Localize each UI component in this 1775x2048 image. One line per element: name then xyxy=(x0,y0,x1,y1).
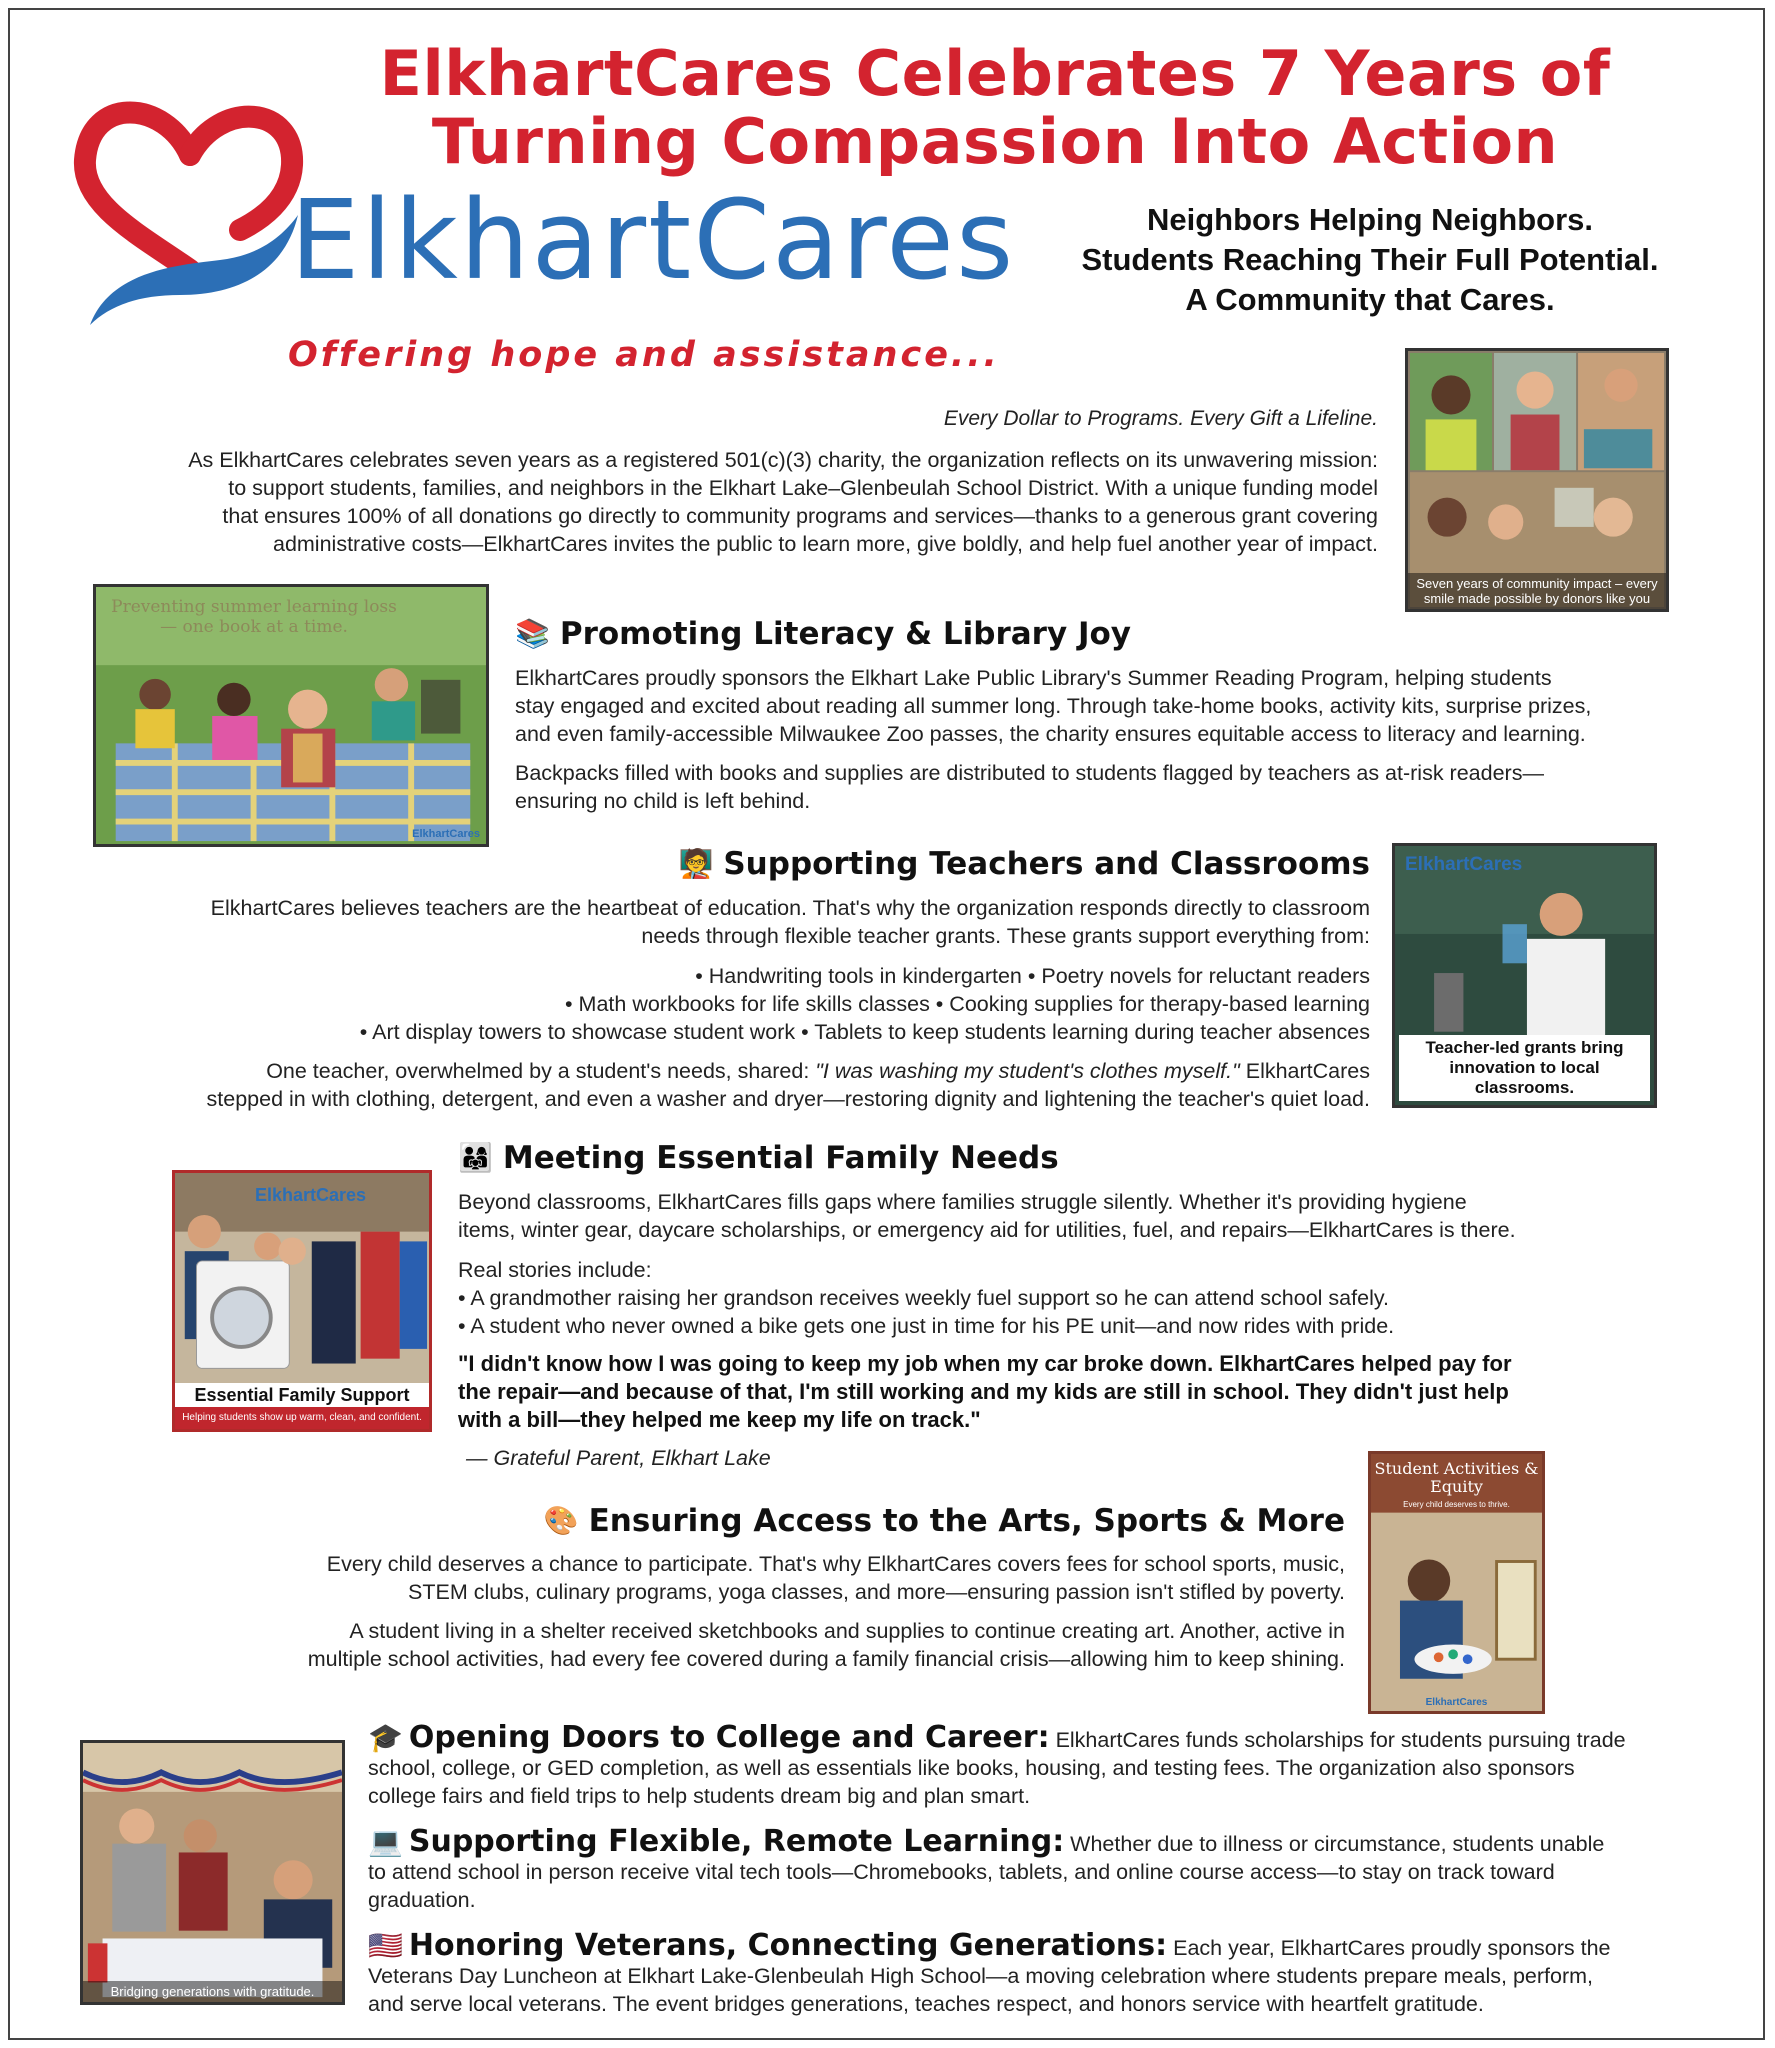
tagline-3: A Community that Cares. xyxy=(1185,282,1555,317)
teachers-title: Supporting Teachers and Classrooms xyxy=(723,846,1370,882)
college-text-first: ElkhartCares funds scholarships for students pursuing trade xyxy=(1049,1728,1626,1752)
literacy-photo-caption: Preventing summer learning loss— one book at a time. xyxy=(111,597,397,637)
college-line-1 xyxy=(368,1722,1698,1754)
logo-wordmark: ElkhartCares xyxy=(290,176,1016,304)
literacy-paragraph-1 xyxy=(515,664,1695,748)
family-quote-line: "I didn't know how I was going to keep my job when my car broke down. ElkhartCares helped pay for xyxy=(458,1351,1512,1376)
veterans-text-first: Each year, ElkhartCares proudly sponsors the xyxy=(1167,1936,1611,1960)
arts-heading xyxy=(543,1503,1345,1539)
teachers-paragraph-1 xyxy=(60,894,1370,950)
arts-photo-subtitle: Every child deserves to thrive. xyxy=(1403,1500,1510,1509)
intro-line: As ElkhartCares celebrates seven years as a registered 501(c)(3) charity, the organization reflects on its unwavering mission: xyxy=(188,448,1378,472)
family-line: Beyond classrooms, ElkhartCares fills gaps where families struggle silently. Whether it's providing hygiene xyxy=(458,1190,1467,1214)
teachers-line: ElkhartCares believes teachers are the heartbeat of education. That's why the organization responds directly to classroom xyxy=(210,896,1370,920)
books-icon: 📚 xyxy=(515,617,550,650)
teachers-line: needs through flexible teacher grants. These grants support everything from: xyxy=(641,924,1370,948)
remote-title: Supporting Flexible, Remote Learning: xyxy=(408,1824,1065,1859)
arts-title: Ensuring Access to the Arts, Sports & More xyxy=(588,1503,1345,1539)
family-story: • A student who never owned a bike gets one just in time for his PE unit—and now rides with pride. xyxy=(458,1314,1395,1338)
teachers-story-quote: "I was washing my student's clothes myself." xyxy=(815,1059,1240,1083)
teachers-bullets xyxy=(60,962,1370,1046)
family-photo-caption: Essential Family Support xyxy=(175,1383,429,1407)
literacy-photo-logo: ElkhartCares xyxy=(412,828,480,840)
veterans-line-1 xyxy=(368,1930,1698,1962)
veterans-title: Honoring Veterans, Connecting Generations: xyxy=(408,1928,1168,1963)
literacy-heading xyxy=(515,616,1131,652)
intro-paragraph xyxy=(60,446,1378,558)
family-photo xyxy=(172,1170,432,1432)
tagline-2: Students Reaching Their Full Potential. xyxy=(1081,242,1659,277)
family-icon: 👨‍👩‍👧 xyxy=(458,1141,493,1174)
college-title: Opening Doors to College and Career: xyxy=(408,1720,1050,1755)
arts-line: STEM clubs, culinary programs, yoga classes, and more—ensuring passion isn't stifled by poverty. xyxy=(408,1580,1345,1604)
teachers-photo-logo: ElkhartCares xyxy=(1405,854,1523,875)
veterans-line: Veterans Day Luncheon at Elkhart Lake-Glenbeulah High School—a moving celebration where students prepare meals, perform, xyxy=(368,1964,1593,1988)
teachers-story-pre: One teacher, overwhelmed by a student's needs, shared: xyxy=(266,1059,816,1083)
veterans-photo xyxy=(80,1740,345,2005)
teachers-story-post: ElkhartCares xyxy=(1239,1059,1370,1083)
literacy-paragraph-2 xyxy=(515,759,1695,815)
logo-tagline: Offering hope and assistance... xyxy=(288,335,1000,375)
graduation-cap-icon: 🎓 xyxy=(368,1722,403,1753)
intro-photo-collage xyxy=(1405,348,1669,612)
teachers-bullet: • Art display towers to showcase student work • Tablets to keep students learning during teacher absences xyxy=(359,1020,1370,1044)
college-section xyxy=(368,1722,1698,1810)
palette-icon: 🎨 xyxy=(543,1504,579,1537)
teachers-photo xyxy=(1392,843,1657,1108)
family-attribution: — Grateful Parent, Elkhart Lake xyxy=(466,1446,771,1470)
arts-photo-logo: ElkhartCares xyxy=(1425,1697,1488,1708)
teachers-story xyxy=(60,1057,1370,1113)
family-line: items, winter gear, daycare scholarships, or emergency aid for utilities, fuel, and repairs—ElkhartCares is there. xyxy=(458,1218,1516,1242)
literacy-line: ElkhartCares proudly sponsors the Elkhart Lake Public Library's Summer Reading Program, helping students xyxy=(515,666,1552,690)
teachers-photo-caption: Teacher-led grants bring innovation to local classrooms. xyxy=(1399,1035,1650,1101)
intro-line: that ensures 100% of all donations go directly to community programs and services—thanks to a generous grant covering xyxy=(222,504,1378,528)
tagline-1: Neighbors Helping Neighbors. xyxy=(1146,202,1594,237)
intro-line: administrative costs—ElkhartCares invites the public to learn more, give boldly, and help fuel another year of impact. xyxy=(272,532,1378,556)
literacy-line: stay engaged and excited about reading all summer long. Through take-home books, activity kits, surprise prizes, xyxy=(515,694,1592,718)
family-title: Meeting Essential Family Needs xyxy=(502,1140,1059,1176)
veterans-section xyxy=(368,1930,1698,2018)
teachers-heading xyxy=(678,846,1370,882)
teachers-bullet: • Math workbooks for life skills classes • Cooking supplies for therapy-based learning xyxy=(565,992,1370,1016)
arts-photo xyxy=(1368,1451,1545,1714)
remote-text-first: Whether due to illness or circumstance, students unable xyxy=(1064,1832,1605,1856)
intro-line: to support students, families, and neighbors in the Elkhart Lake–Glenbeulah School District. With a unique funding model xyxy=(228,476,1378,500)
arts-paragraph-1 xyxy=(60,1550,1345,1606)
family-stories-label: Real stories include: xyxy=(458,1258,652,1282)
college-line: college fairs and field trips to help students dream big and plan smart. xyxy=(368,1784,1031,1808)
family-story: • A grandmother raising her grandson receives weekly fuel support so he can attend school safely. xyxy=(458,1286,1389,1310)
family-photo-logo: ElkhartCares xyxy=(255,1185,367,1205)
headline xyxy=(330,37,1660,178)
headline-line-1: ElkhartCares Celebrates 7 Years of xyxy=(379,37,1611,110)
arts-line: multiple school activities, had every fee covered during a family financial crisis—allowing him to keep shining. xyxy=(307,1647,1345,1671)
laptop-icon: 💻 xyxy=(368,1826,403,1857)
literacy-line: ensuring no child is left behind. xyxy=(515,789,811,813)
intro-subtitle: Every Dollar to Programs. Every Gift a Lifeline. xyxy=(943,407,1378,430)
teachers-bullet: • Handwriting tools in kindergarten • Poetry novels for reluctant readers xyxy=(695,964,1370,988)
family-heading xyxy=(458,1140,1059,1176)
teachers-story-line-1 xyxy=(60,1057,1370,1085)
family-paragraph-1 xyxy=(458,1188,1698,1244)
family-stories xyxy=(458,1256,1698,1340)
remote-line: to attend school in person receive vital tech tools—Chromebooks, tablets, and online course access—to stay on track toward xyxy=(368,1860,1555,1884)
family-quote xyxy=(458,1350,1698,1434)
tagline-block xyxy=(1020,200,1720,320)
veterans-photo-caption: Bridging generations with gratitude. xyxy=(83,1981,342,2002)
intro-photo-caption: Seven years of community impact – every smile made possible by donors like you xyxy=(1408,573,1666,609)
arts-line: Every child deserves a chance to participate. That's why ElkhartCares covers fees for school sports, music, xyxy=(326,1552,1345,1576)
heart-hand-logo-icon xyxy=(70,80,310,330)
us-flag-icon: 🇺🇸 xyxy=(368,1930,403,1961)
remote-line: graduation. xyxy=(368,1888,476,1912)
teachers-story-line-2: stepped in with clothing, detergent, and even a washer and dryer—restoring dignity and lightening the teacher's quiet load. xyxy=(206,1087,1370,1111)
arts-photo-title: Student Activities & Equity xyxy=(1374,1459,1539,1496)
literacy-line: Backpacks filled with books and supplies are distributed to students flagged by teachers as at-risk readers— xyxy=(515,761,1544,785)
arts-paragraph-2 xyxy=(60,1617,1345,1673)
literacy-line: and even family-accessible Milwaukee Zoo passes, the charity ensures equitable access to literacy and learning. xyxy=(515,722,1586,746)
family-photo-subcaption: Helping students show up warm, clean, and confident. xyxy=(175,1407,429,1429)
family-quote-line: the repair—and because of that, I'm still working and my kids are still in school. They didn't just help xyxy=(458,1379,1509,1404)
arts-line: A student living in a shelter received sketchbooks and supplies to continue creating art. Another, active in xyxy=(349,1619,1345,1643)
remote-section xyxy=(368,1826,1698,1914)
college-line: school, college, or GED completion, as well as essentials like books, housing, and testing fees. The organization also sponsors xyxy=(368,1756,1575,1780)
headline-line-2: Turning Compassion Into Action xyxy=(431,105,1559,178)
family-quote-line: with a bill—they helped me keep my life on track." xyxy=(458,1407,981,1432)
veterans-line: and serve local veterans. The event bridges generations, teaches respect, and honors service with heartfelt gratitude. xyxy=(368,1992,1484,2016)
teacher-icon: 🧑‍🏫 xyxy=(678,847,714,880)
literacy-title: Promoting Literacy & Library Joy xyxy=(559,616,1132,652)
literacy-photo xyxy=(93,584,489,847)
remote-line-1 xyxy=(368,1826,1698,1858)
